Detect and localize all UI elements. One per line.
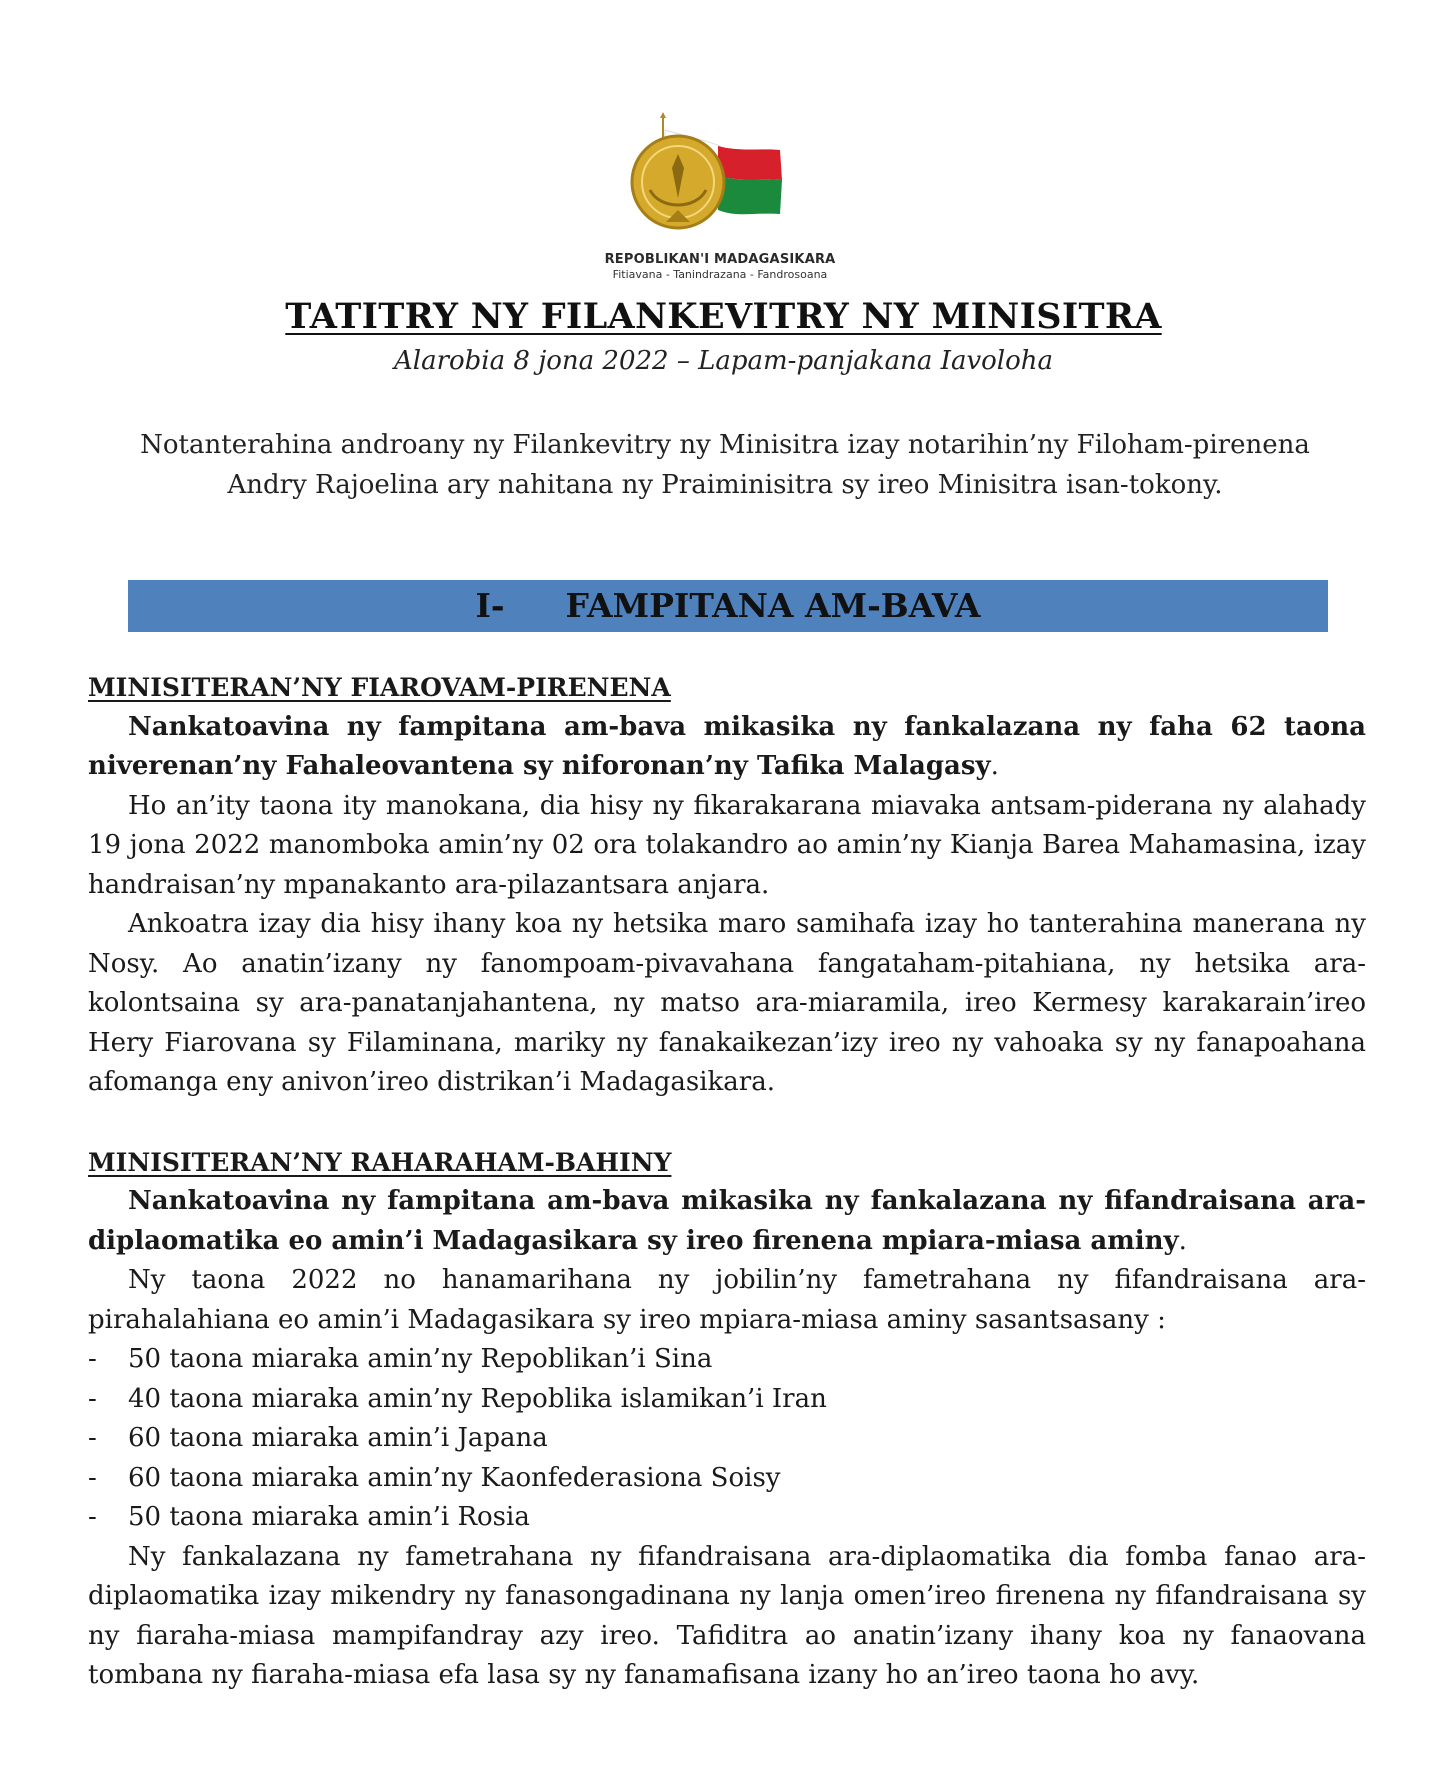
decision-paragraph <box>88 1182 1366 1261</box>
emblem-name: REPOBLIKAN'I MADAGASIKARA <box>604 252 836 267</box>
document-body <box>88 668 1366 1696</box>
intro-paragraph: Notanterahina androany ny Filankevitry ny Minisitra izay notarihin’ny Filoham-pirenena Andry Rajoelina ary nahitana ny Praiminisitra sy ireo Minisitra isan-tokony. <box>140 430 1310 500</box>
list-item: - 50 taona miaraka amin’ny Repoblikan’i Sina <box>88 1344 713 1374</box>
body-paragraph: Ankoatra izay dia hisy ihany koa ny hetsika maro samihafa izay ho tanterahina manerana ny Nosy. Ao anatin’izany ny fanompoam-pivavahana fangataham-pitahiana, ny hetsika ara-kolontsaina sy ara-panatanjahantena, ny matso ara-miaramila, ireo Kermesy karakarain’ireo Hery Fiarovana sy Filaminana, mariky ny fanakaikezan’izy ireo ny vahoaka sy ny fanapoahana afomanga eny anivon’ireo distrikan’i Madagasikara. <box>88 909 1366 1097</box>
list-item: - 60 taona miaraka amin’i Japana <box>88 1423 548 1453</box>
body-paragraph: Ny fankalazana ny fametrahana ny fifandraisana ara-diplaomatika dia fomba fanao ara-diplaomatika izay mikendry ny fanasongadinana ny lanja omen’ireo firenena ny fifandraisana sy ny fiaraha-miasa mampifandray azy ireo. Tafiditra ao anatin’izany ihany koa ny fanaovana tombana ny fiaraha-miasa efa lasa sy ny fanamafisana izany ho an’ireo taona ho avy. <box>88 1541 1366 1690</box>
decision-text: Nankatoavina ny fampitana am-bava mikasika ny fankalazana ny faha 62 taona niverenan’ny Fahaleovantena sy niforonan’ny Tafika Malagasy <box>88 711 1366 781</box>
page-title: TATITRY NY FILANKEVITRY NY MINISITRA <box>285 296 1162 337</box>
decision-end: . <box>990 751 999 781</box>
emblem-motto: Fitiavana - Tanindrazana - Fandrosoana <box>612 268 828 281</box>
ministry-heading: MINISITERAN’NY FIAROVAM-PIRENENA <box>88 673 671 702</box>
list-item: - 40 taona miaraka amin’ny Repoblika islamikan’i Iran <box>88 1383 827 1414</box>
section-number: I- <box>475 586 505 625</box>
republic-emblem <box>570 110 870 280</box>
decision-text: Nankatoavina ny fampitana am-bava mikasika ny fankalazana ny fifandraisana ara-diplaomatika eo amin’i Madagasikara sy ireo firenena mpiara-miasa aminy <box>88 1186 1366 1256</box>
anniversary-list <box>88 1340 1366 1538</box>
body-paragraph: Ny taona 2022 no hanamarihana ny jobilin’ny fametrahana ny fifandraisana ara-pirahalahiana eo amin’i Madagasikara sy ireo mpiara-miasa aminy sasantsasany : <box>88 1265 1366 1335</box>
list-item: - 60 taona miaraka amin’ny Kaonfederasiona Soisy <box>88 1462 781 1493</box>
decision-paragraph <box>88 708 1366 787</box>
ministry-heading: MINISITERAN’NY RAHARAHAM-BAHINY <box>88 1147 672 1177</box>
section-header <box>128 580 1328 632</box>
decision-end: . <box>1178 1225 1187 1256</box>
body-paragraph: Ho an’ity taona ity manokana, dia hisy ny fikarakarana miavaka antsam-piderana ny alahady 19 jona 2022 manomboka amin’ny 02 ora tolakandro ao amin’ny Kianja Barea Mahamasina, izay handraisan’ny mpanakanto ara-pilazantsara anjara. <box>88 790 1366 900</box>
page-subtitle: Alarobia 8 jona 2022 – Lapam-panjakana Iavoloha <box>393 346 1054 376</box>
coat-of-arms-flag-icon <box>630 110 810 250</box>
list-item: - 50 taona miaraka amin’i Rosia <box>88 1502 530 1532</box>
section-title: FAMPITANA AM-BAVA <box>565 586 981 625</box>
